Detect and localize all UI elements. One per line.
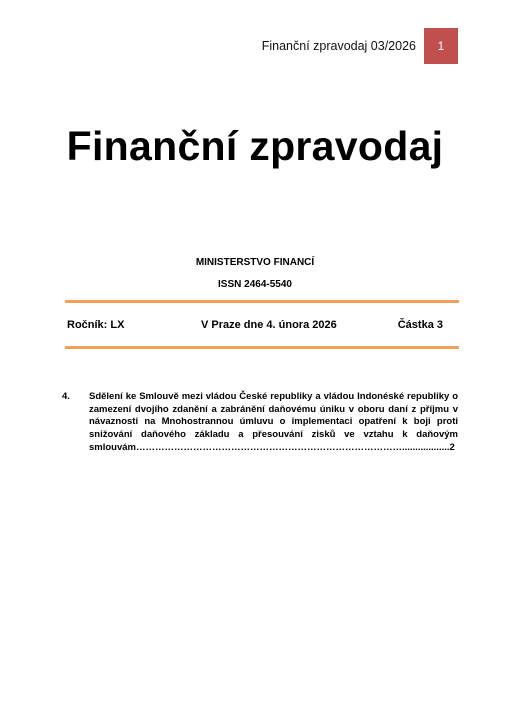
bottom-divider xyxy=(65,346,459,349)
document-title: Finanční zpravodaj xyxy=(66,123,444,169)
toc-entry-number: 4. xyxy=(62,391,70,402)
running-title: Finanční zpravodaj 03/2026 xyxy=(261,39,416,53)
page-header xyxy=(262,28,458,64)
volume-label: Ročník: LX xyxy=(67,319,125,331)
part-label: Částka 3 xyxy=(397,319,443,331)
top-divider xyxy=(65,300,459,303)
toc-entry-text[interactable]: Sdělení ke Smlouvě mezi vládou České republiky a vládou Indonéské republiky o zamezení dvojího zdanění a zabránění daňovému úniku v oboru daní z příjmu v návaznosti na Mnohostrannou úmluvu o implementaci opatření k boji proti snižování daňového základu a přesouvání zisků ve vztahu k daňovým smlouvám…………………………………………………………………………..................2 xyxy=(89,391,458,453)
issue-date: V Praze dne 4. února 2026 xyxy=(201,319,337,331)
issn: ISSN 2464-5540 xyxy=(218,279,292,290)
publisher-name: MINISTERSTVO FINANCÍ xyxy=(195,257,315,268)
page-number-badge: 1 xyxy=(424,28,458,64)
